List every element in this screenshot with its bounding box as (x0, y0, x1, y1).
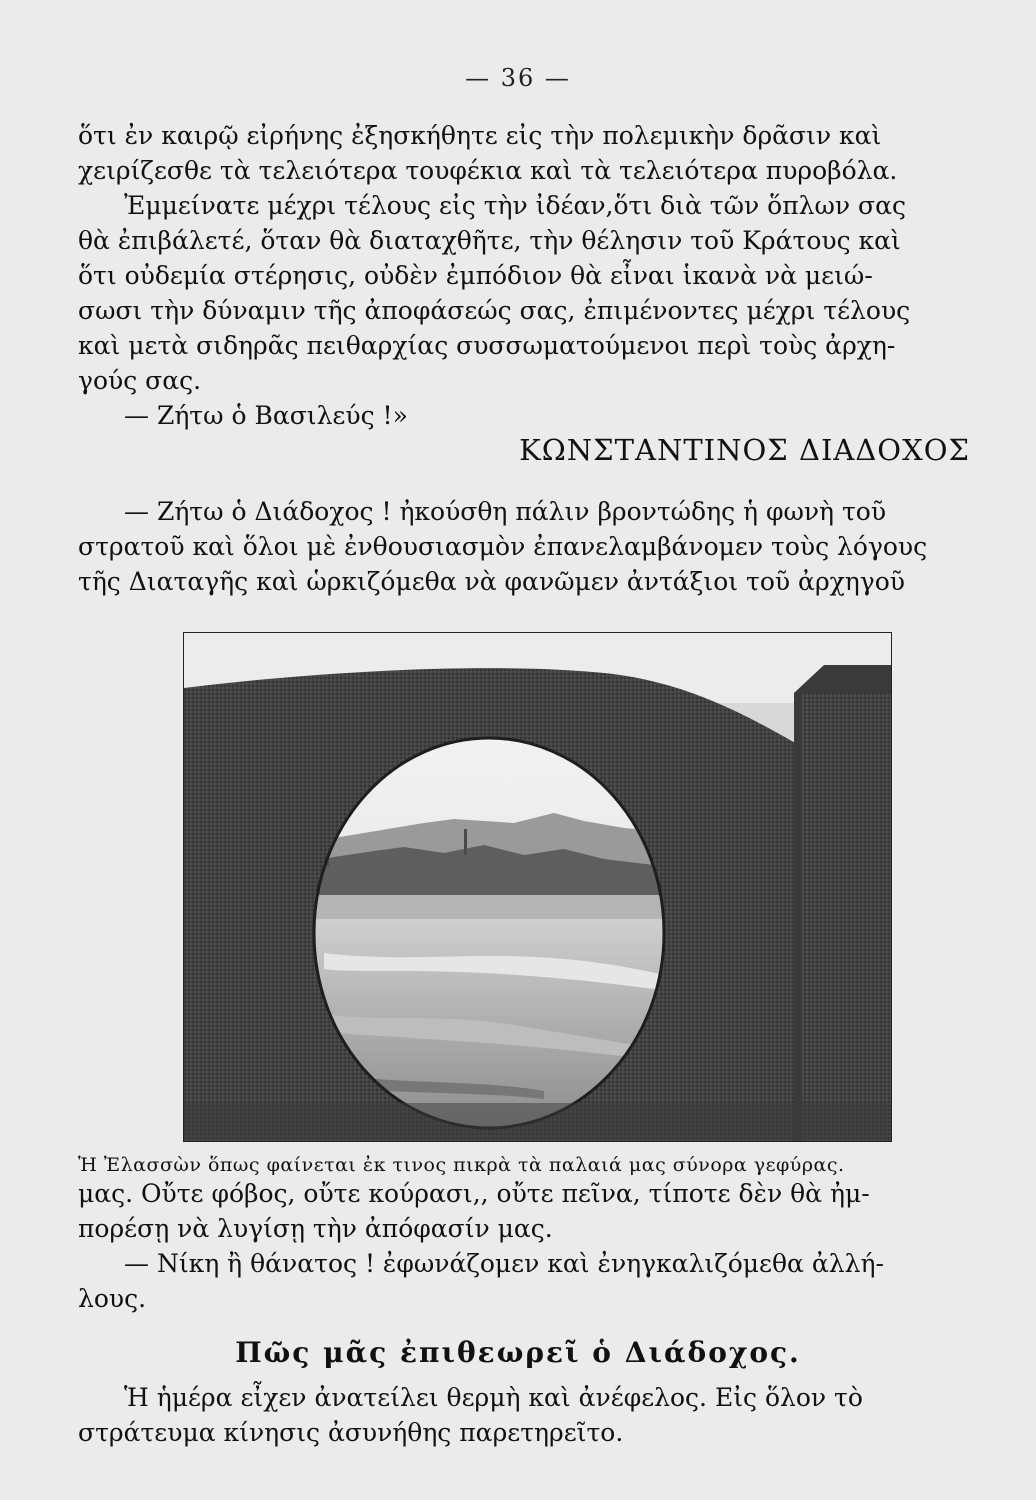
proclamation-text (78, 118, 970, 468)
signature: ΚΩΝΣΤΑΝΤΙΝΟΣ ΔΙΑΔΟΧΟΣ (519, 433, 970, 467)
section-text (78, 1380, 970, 1450)
text-line: — Νίκη ἢ θάνατος ! ἐφωνάζομεν καὶ ἐνηγκαλιζόμεθα ἀλλή- (124, 1249, 884, 1278)
text-line: θὰ ἐπιβάλετέ, ὅταν θὰ διαταχθῆτε, τὴν θέλησιν τοῦ Κράτους καὶ (78, 226, 901, 255)
bridge-photograph (183, 632, 892, 1142)
text-line: Ἡ ἡμέρα εἶχεν ἀνατείλει θερμὴ καὶ ἀνέφελος. Εἰς ὅλον τὸ (124, 1383, 863, 1412)
text-line: στράτευμα κίνησις ἀσυνήθης παρετηρεῖτο. (78, 1418, 624, 1447)
text-line: χειρίζεσθε τὰ τελειότερα τουφέκια καὶ τὰ τελειότερα πυροβόλα. (78, 156, 898, 185)
text-line: τῆς Διαταγῆς καὶ ὡρκιζόμεθα νὰ φανῶμεν ἀντάξιοι τοῦ ἀρχηγοῦ (78, 567, 905, 596)
text-line: πορέσῃ νὰ λυγίσῃ τὴν ἀπόφασίν μας. (78, 1214, 553, 1243)
text-line: σωσι τὴν δύναμιν τῆς ἀποφάσεώς σας, ἐπιμένοντες μέχρι τέλους (78, 296, 911, 325)
narrative-text (78, 494, 970, 599)
text-line: ὅτι οὐδεμία στέρησις, οὐδὲν ἐμπόδιον θὰ εἶναι ἱκανὰ νὰ μειώ- (78, 261, 873, 290)
page-number: — 36 — (465, 64, 571, 92)
text-line: — Ζήτω ὁ Βασιλεύς !» (124, 401, 408, 430)
text-line: καὶ μετὰ σιδηρᾶς πειθαρχίας συσσωματούμενοι περὶ τοὺς ἀρχη- (78, 331, 896, 360)
bridge-photo-drawing (184, 633, 891, 1141)
section-heading: Πῶς μᾶς ἐπιθεωρεῖ ὁ Διάδοχος. (235, 1336, 801, 1369)
text-line: Ἐμμείνατε μέχρι τέλους εἰς τὴν ἰδέαν,ὅτι διὰ τῶν ὅπλων σας (124, 191, 906, 220)
photo-caption: Ἡ Ἐλασσὼν ὅπως φαίνεται ἐκ τινος πικρὰ τὰ παλαιά μας σύνορα γεφύρας. (78, 1154, 845, 1176)
text-line: στρατοῦ καὶ ὅλοι μὲ ἐνθουσιασμὸν ἐπανελαμβάνομεν τοὺς λόγους (78, 532, 928, 561)
narrative-text-continued (78, 1176, 970, 1316)
text-line: — Ζήτω ὁ Διάδοχος ! ἠκούσθη πάλιν βροντώδης ἡ φωνὴ τοῦ (124, 497, 887, 526)
text-line: γούς σας. (78, 366, 202, 395)
text-line: ὅτι ἐν καιρῷ εἰρήνης ἐξησκήθητε εἰς τὴν πολεμικὴν δρᾶσιν καὶ (78, 121, 882, 150)
text-line: λους. (78, 1284, 147, 1313)
text-line: μας. Οὔτε φόβος, οὔτε κούρασι,, οὔτε πεῖνα, τίποτε δὲν θὰ ἠμ- (78, 1179, 870, 1208)
